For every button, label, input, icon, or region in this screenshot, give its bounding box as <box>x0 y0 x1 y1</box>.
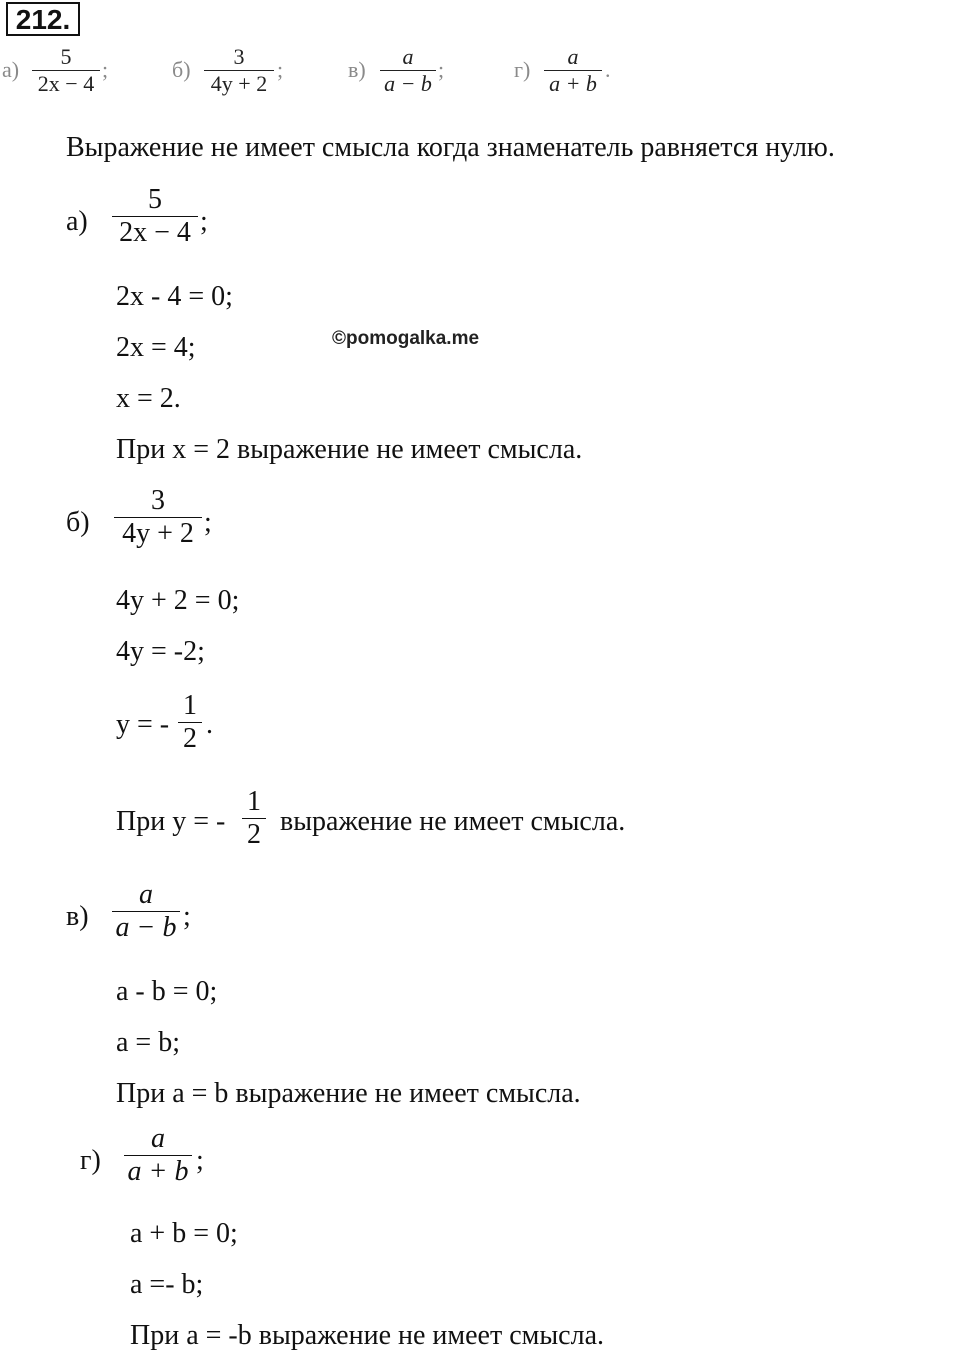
step-fraction <box>178 690 202 755</box>
equation-step: y = - <box>116 709 170 740</box>
solution-fraction <box>112 184 198 249</box>
solution-fraction <box>124 1123 192 1188</box>
denominator: 2x − 4 <box>119 217 191 248</box>
conclusion-text: При y = - <box>116 806 226 837</box>
item-punct: ; <box>438 57 445 82</box>
equation-step: 2x - 4 = 0; <box>116 281 233 312</box>
denominator: a + b <box>127 1156 189 1187</box>
item-fraction <box>32 44 100 97</box>
denominator: a + b <box>549 71 597 96</box>
item-label: г) <box>514 57 531 82</box>
equation-step: 2x = 4; <box>116 332 196 363</box>
numerator: 1 <box>183 690 197 721</box>
numerator: 3 <box>233 44 245 69</box>
numerator: a <box>151 1123 165 1154</box>
equation-step: 4y + 2 = 0; <box>116 585 240 616</box>
conclusion-text: При a = -b выражение не имеет смысла. <box>130 1320 605 1351</box>
solution-label: б) <box>66 507 90 538</box>
solution-punct: ; <box>200 206 208 237</box>
step-punct: . <box>206 709 213 740</box>
item-fraction <box>380 44 436 97</box>
item-fraction <box>204 44 274 97</box>
item-fraction <box>544 44 602 97</box>
denominator: 2x − 4 <box>37 71 95 96</box>
conclusion-text: выражение не имеет смысла. <box>280 806 626 837</box>
numerator: a <box>139 879 153 910</box>
solution-label: а) <box>66 206 88 237</box>
denominator: a − b <box>115 912 177 943</box>
watermark: ©pomogalka.me <box>332 328 480 349</box>
numerator: a <box>567 44 579 69</box>
conclusion-fraction <box>242 786 266 851</box>
equation-step: a + b = 0; <box>130 1218 238 1249</box>
denominator: 2 <box>183 723 197 754</box>
item-label: а) <box>2 57 20 82</box>
conclusion-text: При a = b выражение не имеет смысла. <box>116 1078 581 1109</box>
equation-step: a =- b; <box>130 1269 204 1300</box>
item-punct: . <box>605 57 611 82</box>
solution-punct: ; <box>204 507 212 538</box>
numerator: 1 <box>247 786 261 817</box>
solution-label: г) <box>80 1145 101 1176</box>
solution-punct: ; <box>196 1145 204 1176</box>
numerator: 5 <box>148 184 162 215</box>
equation-step: a = b; <box>116 1027 180 1058</box>
denominator: 2 <box>247 819 261 850</box>
problem-number: 212. <box>6 2 80 36</box>
denominator: 4y + 2 <box>210 71 268 96</box>
denominator: a − b <box>384 71 432 96</box>
item-punct: ; <box>102 57 109 82</box>
solution-fraction <box>112 879 180 944</box>
equation-step: 4y = -2; <box>116 636 205 667</box>
item-punct: ; <box>277 57 284 82</box>
numerator: 3 <box>151 485 165 516</box>
intro-text: Выражение не имеет смысла когда знаменатель равняется нулю. <box>66 132 835 163</box>
item-label: в) <box>348 57 366 82</box>
numerator: 5 <box>60 44 72 69</box>
numerator: a <box>402 44 414 69</box>
conclusion-text: При x = 2 выражение не имеет смысла. <box>116 434 583 465</box>
equation-step: a - b = 0; <box>116 976 218 1007</box>
equation-step: x = 2. <box>116 383 181 414</box>
denominator: 4y + 2 <box>122 518 194 549</box>
solution-label: в) <box>66 901 89 932</box>
solution-punct: ; <box>183 901 191 932</box>
solution-fraction <box>114 485 202 550</box>
item-label: б) <box>172 57 191 82</box>
